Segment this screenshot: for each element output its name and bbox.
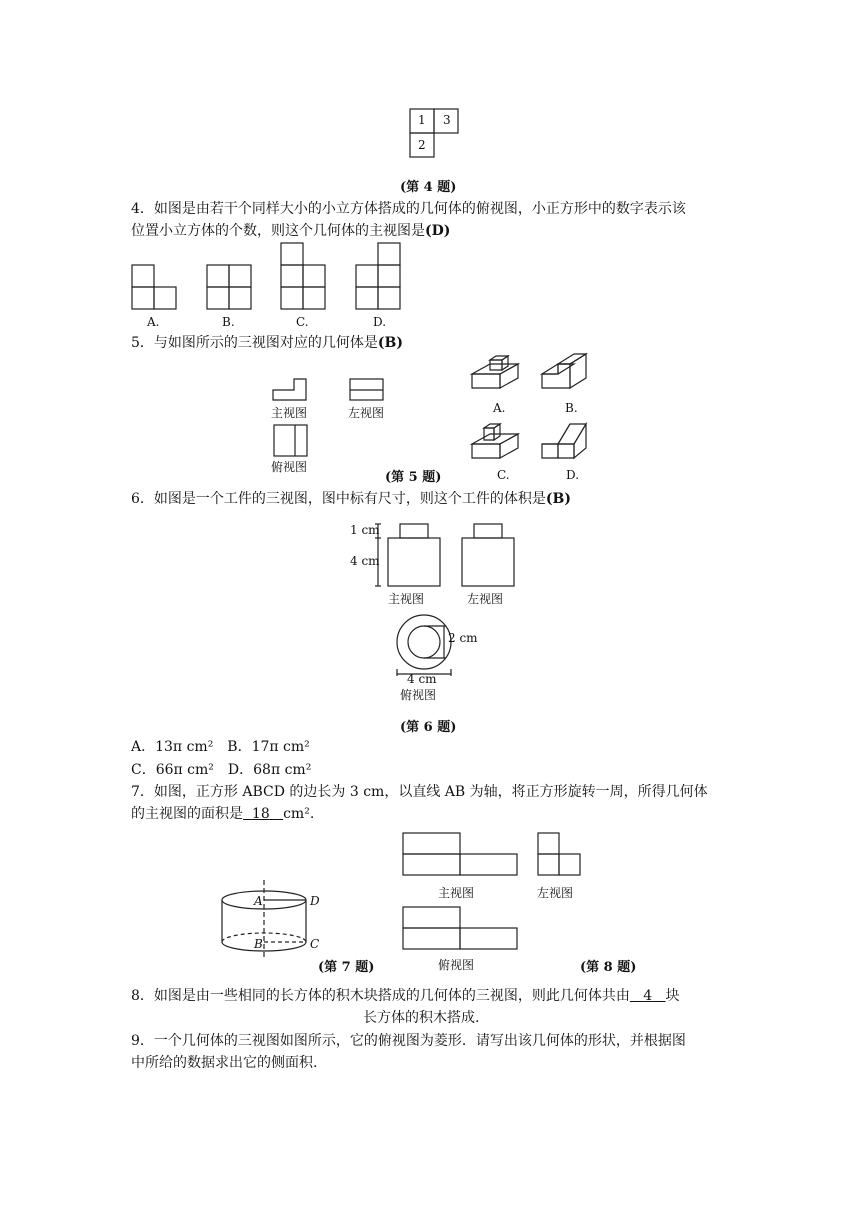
q4-option-a-figure bbox=[131, 264, 177, 312]
q7-point-label: B bbox=[254, 937, 263, 951]
q4-option-label: D. bbox=[373, 315, 387, 329]
q5-option-label: A. bbox=[493, 401, 506, 415]
q9-stem-line2: 中所给的数据求出它的侧面积. bbox=[131, 1055, 318, 1071]
q5-view-label: 俯视图 bbox=[271, 460, 308, 474]
q8-front-view-figure bbox=[402, 832, 520, 878]
q5-view-label: 左视图 bbox=[348, 406, 385, 420]
q6-view-label: 俯视图 bbox=[400, 688, 437, 702]
q4-stem-line2 bbox=[131, 220, 450, 242]
q6-dim-label: 1 cm bbox=[350, 523, 380, 537]
q4-option-label: B. bbox=[222, 315, 235, 329]
q6-stem-line bbox=[131, 488, 571, 510]
q4-stem-text: 位置小立方体的个数，则这个几何体的主视图是 bbox=[131, 223, 425, 239]
q4-option-d-figure bbox=[355, 242, 401, 312]
q5-option-b-figure bbox=[540, 352, 592, 402]
q7-cylinder-figure bbox=[220, 880, 320, 960]
q6-options-line2: C．66π cm² D．68π cm² bbox=[131, 762, 312, 778]
q4-option-label: C. bbox=[296, 315, 309, 329]
q5-option-c-figure bbox=[470, 418, 522, 468]
q8-answer-blank bbox=[630, 988, 666, 1004]
q5-side-view-figure bbox=[349, 378, 385, 402]
q5-figure-caption: (第 5 题) bbox=[385, 470, 442, 485]
q5-option-label: D. bbox=[566, 468, 580, 482]
q7-figure-caption: (第 7 题) bbox=[318, 960, 375, 975]
q8-side-view-figure bbox=[537, 832, 583, 878]
q6-front-view-figure bbox=[372, 522, 444, 588]
q7-stem-text-end: cm². bbox=[283, 806, 315, 822]
q4-option-c-figure bbox=[280, 242, 326, 312]
q5-top-view-figure bbox=[273, 424, 309, 458]
q5-option-a-figure bbox=[470, 352, 522, 402]
q9-stem-line1: 9．一个几何体的三视图如图所示，它的俯视图为菱形．请写出该几何体的形状，并根据图 bbox=[131, 1033, 686, 1049]
q4-option-label: A. bbox=[147, 315, 160, 329]
q6-view-label: 主视图 bbox=[388, 592, 425, 606]
q4-top-view-number: 1 bbox=[418, 113, 426, 127]
q4-top-view-number: 2 bbox=[418, 138, 426, 152]
q8-stem-text: 8．如图是由一些相同的长方体的积木块搭成的几何体的三视图，则此几何体共由 bbox=[131, 988, 630, 1004]
q5-view-label: 主视图 bbox=[271, 406, 308, 420]
q5-answer: (B) bbox=[377, 335, 403, 351]
q4-top-view-number: 3 bbox=[443, 113, 451, 127]
q7-point-label: D bbox=[310, 894, 320, 908]
q4-option-b-figure bbox=[206, 264, 252, 312]
q8-stem-line2: 长方体的积木搭成. bbox=[363, 1010, 480, 1026]
q8-top-view-figure bbox=[402, 906, 520, 952]
q7-point-label: C bbox=[310, 937, 320, 951]
q5-stem-text: 5．与如图所示的三视图对应的几何体是 bbox=[131, 335, 378, 351]
q8-stem-line1 bbox=[131, 985, 680, 1007]
q5-option-label: C. bbox=[497, 468, 510, 482]
q7-stem-line2 bbox=[131, 803, 314, 825]
q6-view-label: 左视图 bbox=[467, 592, 504, 606]
q6-answer: (B) bbox=[545, 491, 571, 507]
q7-answer: 18 bbox=[251, 806, 270, 822]
q7-stem-text: 的主视图的面积是 bbox=[131, 806, 243, 822]
q6-options-line1: A．13π cm² B．17π cm² bbox=[131, 739, 310, 755]
q4-figure-caption: (第 4 题) bbox=[400, 180, 457, 195]
q5-front-view-figure bbox=[272, 378, 308, 402]
q8-answer: 4 bbox=[643, 988, 653, 1004]
q6-dim-label: 4 cm bbox=[350, 554, 380, 568]
q6-figure-caption: (第 6 题) bbox=[400, 720, 457, 735]
q7-point-label: A bbox=[254, 894, 263, 908]
q6-side-view-figure bbox=[460, 522, 516, 588]
q5-option-d-figure bbox=[540, 418, 592, 468]
q7-stem-line1: 7．如图，正方形 ABCD 的边长为 3 cm，以直线 AB 为轴，将正方形旋转一周，所得几何体 bbox=[131, 784, 708, 800]
q8-view-label: 左视图 bbox=[537, 886, 574, 900]
q7-answer-blank bbox=[243, 806, 283, 822]
q4-answer: (D) bbox=[425, 223, 451, 239]
q6-stem-text: 6．如图是一个工件的三视图，图中标有尺寸，则这个工件的体积是 bbox=[131, 491, 546, 507]
q5-option-label: B. bbox=[565, 401, 578, 415]
q8-view-label: 主视图 bbox=[438, 886, 475, 900]
q6-dim-label: 2 cm bbox=[448, 631, 478, 645]
q8-stem-text-end: 块 bbox=[665, 988, 680, 1004]
q8-view-label: 俯视图 bbox=[438, 958, 475, 972]
q8-figure-caption: (第 8 题) bbox=[580, 960, 637, 975]
q6-dim-label: 4 cm bbox=[407, 672, 437, 686]
q5-stem-line bbox=[131, 332, 403, 354]
q4-stem-line1: 4．如图是由若干个同样大小的小立方体搭成的几何体的俯视图，小正方形中的数字表示该 bbox=[131, 201, 686, 217]
